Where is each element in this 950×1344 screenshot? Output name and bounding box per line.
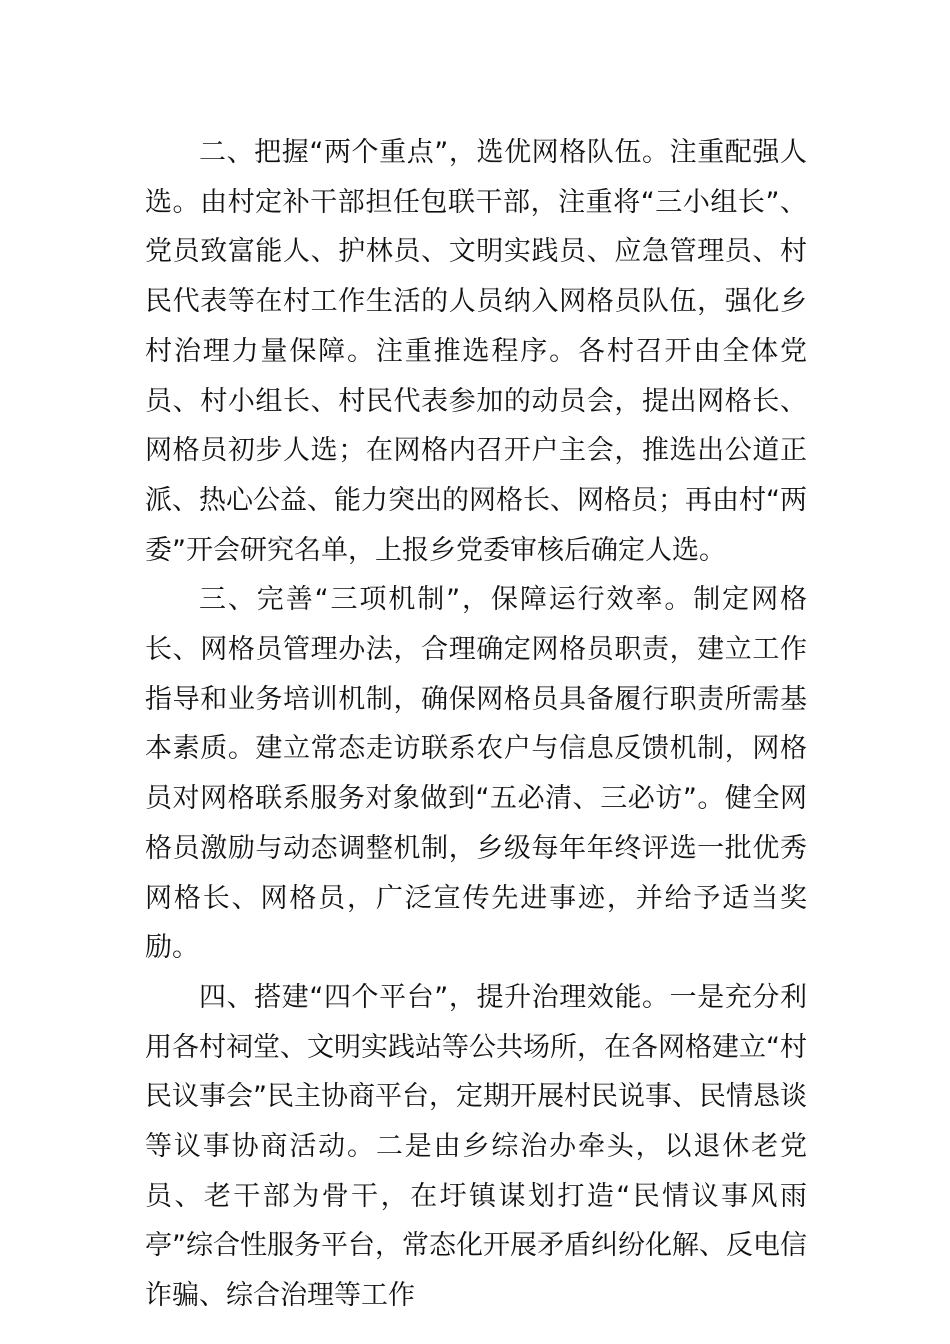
paragraph-grid-team: 二、把握“两个重点”，选优网格队伍。注重配强人选。由村定补干部担任包联干部，注重将“三小组长”、党员致富能人、护林员、文明实践员、应急管理员、村民代表等在村工作生活的人员纳入网格员队伍，强化乡村治理力量保障。注重推选程序。各村召开由全体党员、村小组长、村民代表参加的动员会，提出网格长、网格员初步人选；在网格内召开户主会，推选出公道正派、热心公益、能力突出的网格长、网格员；再由村“两委”开会研究名单，上报乡党委审核后确定人选。 xyxy=(145,137,807,566)
document-body xyxy=(145,128,807,1321)
paragraph-platforms: 四、搭建“四个平台”，提升治理效能。一是充分利用各村祠堂、文明实践站等公共场所，在各网格建立“村民议事会”民主协商平台，定期开展村民说事、民情恳谈等议事协商活动。二是由乡综治办牵头，以退休老党员、老干部为骨干，在圩镇谋划打造“民情议事风雨亭”综合性服务平台，常态化开展矛盾纠纷化解、反电信诈骗、综合治理等工作 xyxy=(145,981,807,1312)
paragraph-mechanisms: 三、完善“三项机制”，保障运行效率。制定网格长、网格员管理办法，合理确定网格员职责，建立工作指导和业务培训机制，确保网格员具备履行职责所需基本素质。建立常态走访联系农户与信息反馈机制，网格员对网格联系服务对象做到“五必清、三必访”。健全网格员激励与动态调整机制，乡级每年年终评选一批优秀网格长、网格员，广泛宣传先进事迹，并给予适当奖励。 xyxy=(145,584,807,964)
